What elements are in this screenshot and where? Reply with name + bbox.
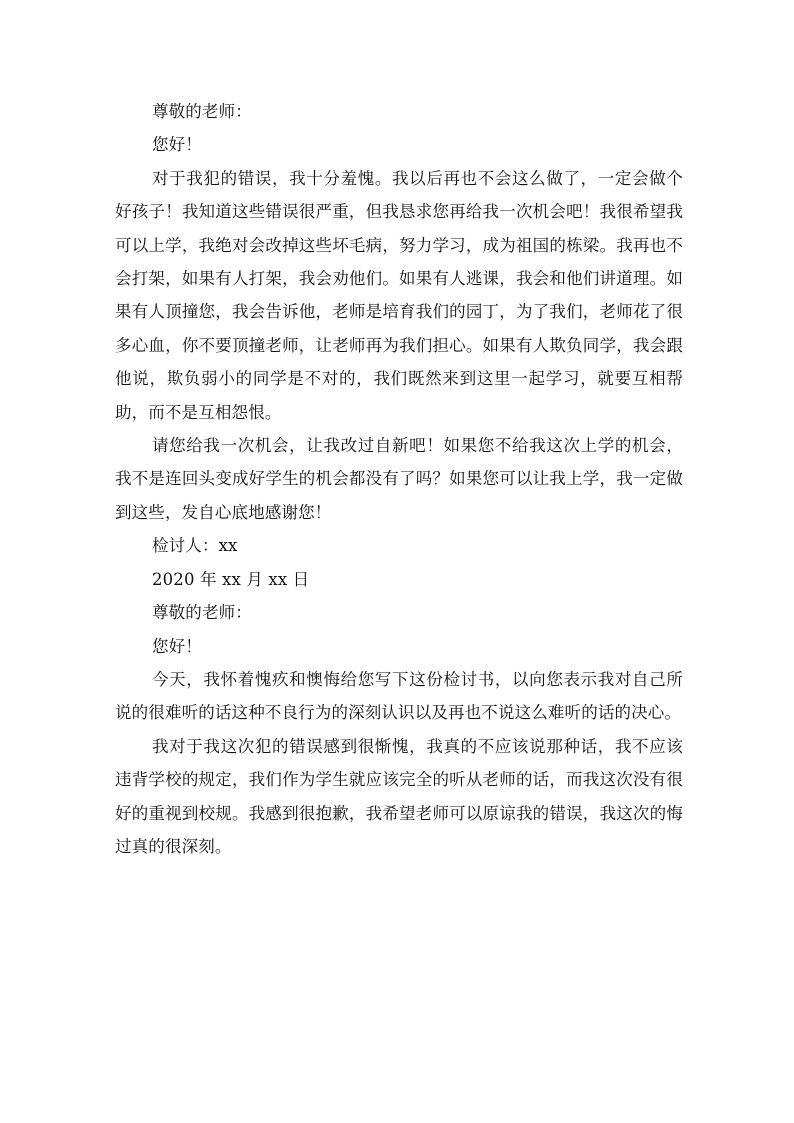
letter1-date: 2020 年 xx 月 xx 日	[152, 569, 310, 589]
letter2-salutation: 尊敬的老师：	[152, 603, 252, 623]
letter1-salutation: 尊敬的老师：	[152, 102, 252, 121]
letter1-signature: 检讨人：xx	[152, 536, 238, 556]
letter2-paragraph-2: 我对于我这次犯的错误感到很惭愧，我真的不应该说那种话，我不应该违背学校的规定，我们作为学生就应该完全的听从老师的话，而我这次没有很好的重视到校规。我感到很抱歉，我希望老师可以原谅我的错误，我这次的悔过真的很深刻。	[115, 736, 683, 856]
document-body	[115, 95, 683, 863]
letter1-paragraph-1: 对于我犯的错误，我十分羞愧。我以后再也不会这么做了，一定会做个好孩子！我知道这些错误很严重，但我恳求您再给我一次机会吧！我很希望我可以上学，我绝对会改掉这些坏毛病，努力学习，成为祖国的栋梁。我再也不会打架，如果有人打架，我会劝他们。如果有人逃课，我会和他们讲道理。如果有人顶撞您，我会告诉他，老师是培育我们的园丁，为了我们，老师花了很多心血，你不要顶撞老师，让老师再为我们担心。如果有人欺负同学，我会跟他说，欺负弱小的同学是不对的，我们既然来到这里一起学习，就要互相帮助，而不是互相怨恨。	[115, 168, 683, 422]
letter2-greeting: 您好！	[152, 636, 202, 656]
letter1-paragraph-2: 请您给我一次机会，让我改过自新吧！如果您不给我这次上学的机会，我不是连回头变成好学生的机会都没有了吗？如果您可以让我上学，我一定做到这些，发自心底地感谢您！	[115, 436, 683, 522]
letter1-greeting: 您好！	[152, 135, 202, 155]
letter2-paragraph-1: 今天，我怀着愧疚和懊悔给您写下这份检讨书，以向您表示我对自己所说的很难听的话这种不良行为的深刻认识以及再也不说这么难听的话的决心。	[115, 669, 683, 723]
